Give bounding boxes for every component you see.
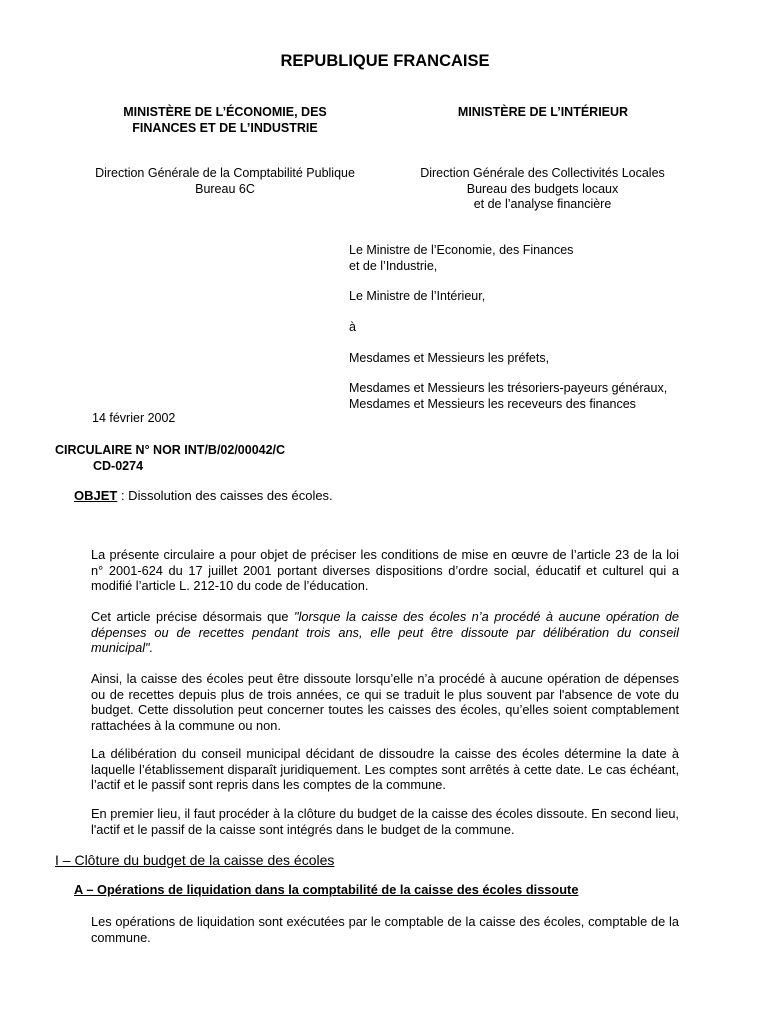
paragraph-3: Ainsi, la caisse des écoles peut être dissoute lorsqu’elle n’a procédé à aucune opération de dépenses ou de recettes depuis plus de trois années, ce qui se traduit le plus souvent par l'absence de vote du budget. Cette dissolution peut concerner toutes les caisses des écoles, qu’elles soient comptablement rattachées à la commune ou non. — [91, 671, 679, 733]
document-title: REPUBLIQUE FRANCAISE — [280, 52, 490, 70]
sender-economy-minister — [349, 243, 573, 274]
ministry-interior-heading: MINISTÈRE DE L’INTÉRIEUR — [457, 105, 629, 119]
sender-interior-minister: Le Ministre de l’Intérieur, — [349, 289, 486, 303]
ministry-economy-line1: MINISTÈRE DE L’ÉCONOMIE, DES — [123, 105, 327, 119]
objet-label: OBJET — [74, 488, 118, 503]
paragraph-6: Les opérations de liquidation sont exécutées par le comptable de la caisse des écoles, comptable de la commune. — [91, 914, 679, 945]
paragraph-2 — [91, 609, 679, 656]
address-to: à — [349, 320, 356, 334]
paragraph-2-intro: Cet article précise désormais que — [91, 609, 294, 624]
circulaire-code: CD-0274 — [93, 458, 144, 473]
section-heading-1: I – Clôture du budget de la caisse des écoles — [55, 852, 335, 868]
objet-line — [74, 488, 333, 503]
direction-right-line2: Bureau des budgets locaux — [466, 181, 619, 196]
circulaire-number: CIRCULAIRE N° NOR INT/B/02/00042/C — [55, 443, 286, 457]
subsection-heading-a: A – Opérations de liquidation dans la comptabilité de la caisse des écoles dissoute — [74, 882, 579, 897]
ministry-economy-heading — [90, 104, 360, 136]
recipient-tresoriers-line1: Mesdames et Messieurs les trésoriers-payeurs généraux, — [349, 381, 668, 395]
paragraph-5: En premier lieu, il faut procéder à la clôture du budget de la caisse des écoles dissoute. En second lieu, l'actif et le passif de la caisse sont intégrés dans le budget de la commune. — [91, 806, 679, 837]
direction-right-line3: et de l’analyse financière — [473, 197, 612, 211]
paragraph-4: La délibération du conseil municipal décidant de dissoudre la caisse des écoles détermine la date à laquelle l’établissement disparaît juridiquement. Les comptes sont arrêtés à cette date. Le cas échéant, l’actif et le passif sont repris dans les comptes de la commune. — [91, 746, 679, 792]
direction-right-line1: Direction Générale des Collectivités Locales — [420, 166, 665, 180]
circulaire-reference — [55, 443, 285, 474]
direction-right-block — [395, 166, 690, 213]
recipient-tresoriers — [349, 381, 667, 412]
direction-left-line1: Direction Générale de la Comptabilité Publique — [95, 166, 355, 180]
ministry-economy-line2: FINANCES ET DE L’INDUSTRIE — [132, 121, 318, 135]
document-date: 14 février 2002 — [92, 411, 176, 425]
sender-economy-line2: et de l’Industrie, — [349, 258, 438, 273]
direction-left-line2: Bureau 6C — [195, 181, 255, 196]
paragraph-2-quote: "lorsque la caisse des écoles n’a procédé à aucune opération de dépenses ou de recettes pendant trois ans, elle peut être dissoute par délibération du conseil municipal". — [91, 609, 679, 655]
paragraph-1: La présente circulaire a pour objet de préciser les conditions de mise en œuvre de l’article 23 de la loi n° 2001-624 du 17 juillet 2001 portant diverses dispositions d’ordre social, éducatif et culturel qui a modifié l’article L. 212-10 du code de l’éducation. — [91, 547, 679, 593]
sender-economy-line1: Le Ministre de l’Economie, des Finances — [349, 243, 574, 257]
recipient-tresoriers-line2: Mesdames et Messieurs les receveurs des finances — [349, 396, 636, 411]
objet-text: : Dissolution des caisses des écoles. — [117, 488, 333, 503]
recipient-prefets: Mesdames et Messieurs les préfets, — [349, 351, 550, 365]
direction-left-block — [70, 166, 380, 197]
